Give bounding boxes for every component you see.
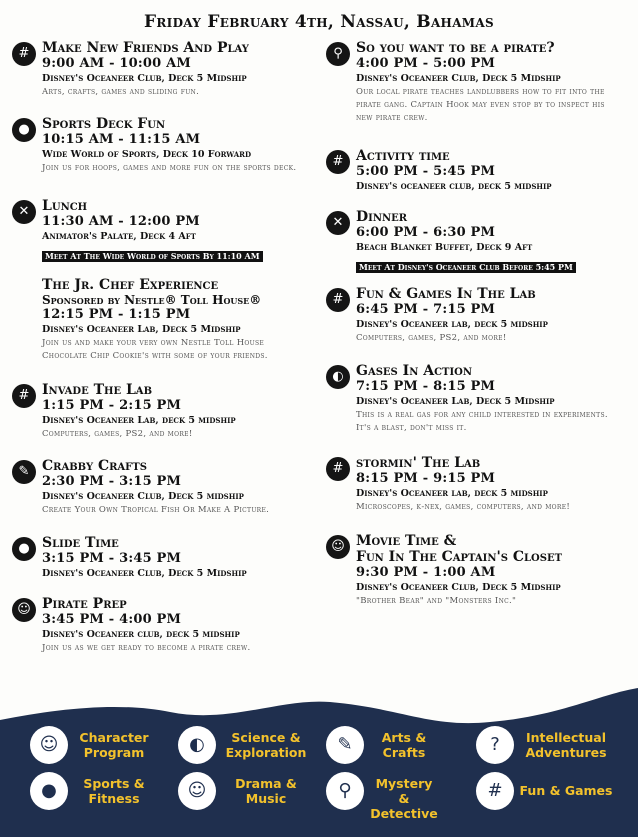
event-body [42,40,312,99]
event-time: 1:15 PM - 2:15 PM [42,398,182,413]
event-description: This is a real gas for any child interested in experiments. It's a blast, don't miss it. [356,410,608,433]
event-time: 10:15 AM - 11:15 AM [42,132,201,147]
legend-label [72,730,156,760]
event-description: Join us as we get ready to become a pirate crew. [42,643,251,653]
event-location: Disney's Oceaneer lab, deck 5 midship [356,488,548,499]
football-icon: ● [30,772,68,810]
event-location: Disney's Oceaneer Club, Deck 5 Midship [42,73,247,84]
event-description: Microscopes, k-nex, games, computers, and more! [356,502,571,512]
event-time: 3:15 PM - 3:45 PM [42,551,182,566]
event-time: 11:30 AM - 12:00 PM [42,214,200,229]
masks-icon: ☺ [326,535,350,559]
event-body [356,363,616,435]
planet-icon: ◐ [178,726,216,764]
event-body [42,535,312,581]
legend-label [518,730,614,760]
event-title: The Jr. Chef Experience [42,277,219,293]
legend-label [518,783,614,798]
football-icon: ● [12,537,36,561]
event-location: Disney's Oceaneer Club, Deck 5 Midship [42,568,247,579]
event-body [42,596,312,655]
legend-label-line: Sports & [83,776,145,791]
legend-label [220,776,312,806]
legend-label-line: Music [245,791,287,806]
legend-label-line: Adventures [525,745,607,760]
event-subtitle: Sponsored by Nestle® Toll House® [42,293,262,307]
event-description: Computers, games, PS2, and more! [42,429,193,439]
event-time: 6:45 PM - 7:15 PM [356,302,496,317]
event-location: Disney's Oceaneer Club, Deck 5 Midship [356,73,561,84]
event-title: Invade The Lab [42,382,153,398]
question-icon: ? [476,726,514,764]
event-body [42,116,312,175]
event-body [356,209,616,274]
masks-icon: ☺ [178,772,216,810]
palette-icon: ✎ [326,726,364,764]
event-description: Our local pirate teaches landlubbers how to fit into the pirate gang. Captain Hook may even stop by to inspect his new pirate crew. [356,87,605,123]
tic-tac-toe-icon: # [326,457,350,481]
event-time: 5:00 PM - 5:45 PM [356,164,496,179]
event-title: Crabby Crafts [42,458,147,474]
event-body [356,286,616,345]
planet-icon: ◐ [326,365,350,389]
legend-label-line: Drama & [235,776,297,791]
event-time: 7:15 PM - 8:15 PM [356,379,496,394]
event-body [356,533,616,608]
fork-knife-icon: ✕ [12,200,36,224]
event-title: Gases In Action [356,363,473,379]
palette-icon: ✎ [12,460,36,484]
legend-label-line: Intellectual [525,730,607,745]
event-body [42,458,312,517]
event-location: Beach Blanket Buffet, Deck 9 Aft [356,242,533,253]
legend-label-line: Character [79,730,149,745]
event-title: stormin' The Lab [356,455,481,471]
tic-tac-toe-icon: # [326,288,350,312]
event-meeting-note: Meet At Disney's Oceaneer Club Before 5:45 PM [356,262,576,273]
page-title: Friday February 4th, Nassau, Bahamas [144,12,494,32]
event-title: Fun & Games In The Lab [356,286,536,302]
legend-label-line: Exploration [225,745,307,760]
event-description: "Brother Bear" and "Monsters Inc." [356,596,517,606]
event-description: Create Your Own Tropical Fish Or Make A Picture. [42,505,270,515]
tic-tac-toe-icon: # [476,772,514,810]
event-time: 4:00 PM - 5:00 PM [356,56,496,71]
event-description: Join us and make your very own Nestle Toll House Chocolate Chip Cookie's with some of your friends. [42,338,268,361]
legend-label [368,730,440,760]
event-body [42,382,312,441]
event-title: So you want to be a pirate? [356,40,555,56]
event-title: Slide Time [42,535,119,551]
event-body [356,148,616,194]
football-icon: ● [12,118,36,142]
tic-tac-toe-icon: # [12,384,36,408]
legend-label-line: Crafts [382,745,426,760]
event-location: Disney's Oceaneer lab, deck 5 midship [356,319,548,330]
legend-label [220,730,312,760]
event-description: Join us for hoops, games and more fun on the sports deck. [42,163,297,173]
event-title: Sports Deck Fun [42,116,166,132]
legend-label-line: Arts & [381,730,427,745]
event-location: Animator's Palate, Deck 4 Aft [42,231,196,242]
event-description: Computers, games, PS2, and more! [356,333,507,343]
legend-label [368,776,440,821]
event-time: 6:00 PM - 6:30 PM [356,225,496,240]
character-icon: ☺ [30,726,68,764]
fork-knife-icon: ✕ [326,211,350,235]
event-body [356,455,616,514]
event-time: 9:30 PM - 1:00 AM [356,565,496,580]
legend-label-line: Detective [370,806,438,821]
event-subtitle: Fun In The Captain's Closet [356,549,563,565]
event-title: Movie Time & [356,533,457,549]
event-location: Wide World of Sports, Deck 10 Forward [42,149,252,160]
tic-tac-toe-icon: # [12,42,36,66]
event-location: Disney's Oceaneer Lab, Deck 5 Midship [356,396,555,407]
event-time: 2:30 PM - 3:15 PM [42,474,182,489]
event-body [356,40,616,125]
magnifier-icon: ⚲ [326,772,364,810]
magnifier-icon: ⚲ [326,42,350,66]
event-location: Disney's Oceaneer club, deck 5 midship [42,629,240,640]
legend-label-line: Fitness [88,791,140,806]
legend-label-line: Science & [231,730,301,745]
event-time: 12:15 PM - 1:15 PM [42,307,191,322]
event-title: Dinner [356,209,408,225]
legend-label [72,776,156,806]
event-meeting-note: Meet At The Wide World of Sports By 11:10 AM [42,251,263,262]
legend-label-line: Program [83,745,145,760]
event-time: 3:45 PM - 4:00 PM [42,612,182,627]
event-title: Make New Friends And Play [42,40,249,56]
event-time: 8:15 PM - 9:15 PM [356,471,496,486]
event-description: Arts, crafts, games and sliding fun. [42,87,200,97]
event-time: 9:00 AM - 10:00 AM [42,56,191,71]
event-body [42,277,312,363]
event-body [42,198,312,263]
legend-label-line: Mystery & [375,776,433,806]
event-location: Disney's oceaneer club, deck 5 midship [356,181,552,192]
event-location: Disney's Oceaneer Lab, deck 5 midship [42,415,236,426]
event-title: Pirate Prep [42,596,127,612]
event-location: Disney's Oceaneer Lab, Deck 5 Midship [42,324,241,335]
event-title: Lunch [42,198,88,214]
event-title: Activity time [356,148,450,164]
event-location: Disney's Oceaneer Club, Deck 5 midship [42,491,244,502]
character-icon: ☺ [12,598,36,622]
legend-label-line: Fun & Games [519,783,613,798]
tic-tac-toe-icon: # [326,150,350,174]
event-location: Disney's Oceaneer Club, Deck 5 Midship [356,582,561,593]
